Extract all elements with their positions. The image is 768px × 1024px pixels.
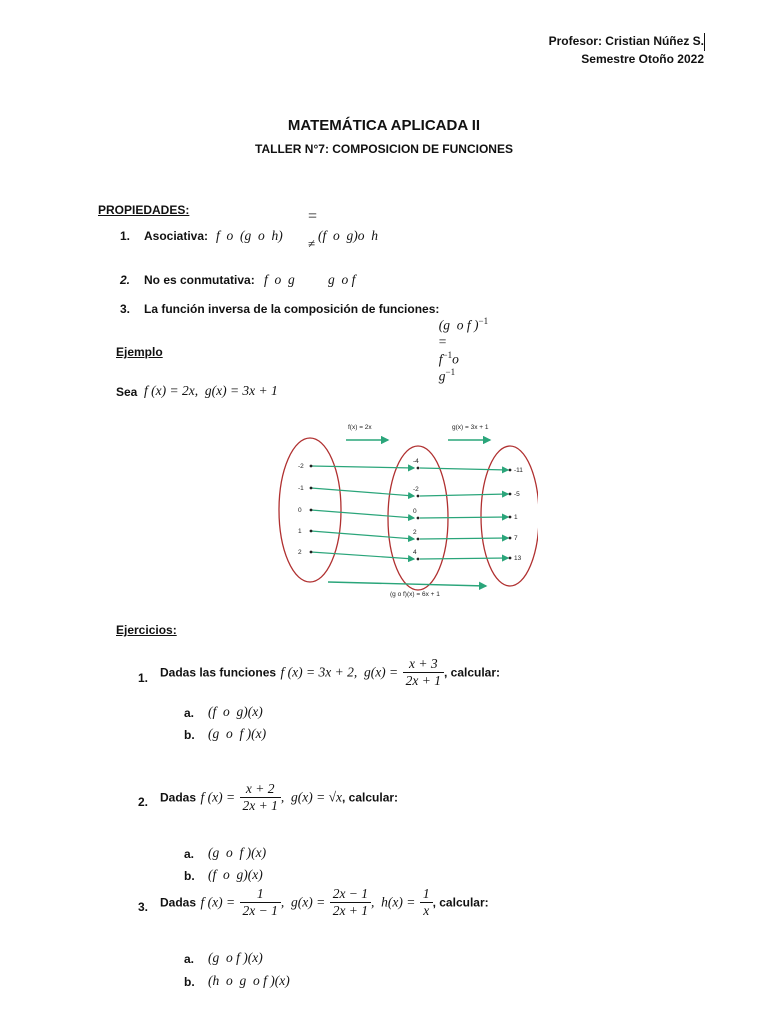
- range-value: 1: [514, 514, 518, 521]
- properties-heading: PROPIEDADES:: [98, 203, 190, 217]
- middle-value: 0: [413, 508, 417, 515]
- property-1-number: 1.: [120, 229, 131, 243]
- domain-value: 0: [298, 507, 302, 514]
- middle-dot: [417, 558, 420, 561]
- exercise-3b-label: b.: [184, 975, 195, 989]
- g-mapping-arrow: [420, 494, 508, 496]
- exercise-1a-math: (f o g)(x): [208, 704, 263, 719]
- property-3-number: 3.: [120, 302, 131, 316]
- property-2-number: 2.: [120, 273, 131, 287]
- composition-diagram: [278, 418, 538, 608]
- f-mapping-arrow: [311, 531, 414, 539]
- middle-value: -4: [413, 458, 419, 465]
- f-mapping-arrow: [311, 552, 414, 559]
- property-2-label: No es conmutativa:: [144, 273, 255, 287]
- g-mapping-arrow: [420, 468, 508, 470]
- g-mapping-arrow: [420, 517, 508, 518]
- range-value: 13: [514, 555, 522, 562]
- domain-value: 1: [298, 528, 302, 535]
- g-label: g(x) = 3x + 1: [452, 424, 489, 431]
- middle-value: 2: [413, 529, 417, 536]
- domain-dot: [310, 465, 313, 468]
- g-mapping-arrow: [420, 538, 508, 539]
- example-heading: Ejemplo: [116, 345, 163, 359]
- range-dot: [509, 516, 512, 519]
- range-dot: [509, 469, 512, 472]
- range-dot: [509, 557, 512, 560]
- range-dot: [509, 493, 512, 496]
- exercise-3a-math: (g o f )(x): [208, 950, 263, 965]
- middle-value: 4: [413, 549, 417, 556]
- domain-dot: [310, 530, 313, 533]
- document-subtitle: TALLER N°7: COMPOSICION DE FUNCIONES: [255, 142, 513, 156]
- exercise-2b-math: (f o g)(x): [208, 867, 263, 882]
- exercise-1b-math: (g o f )(x): [208, 726, 267, 741]
- middle-dot: [417, 517, 420, 520]
- exercise-3a-label: a.: [184, 952, 195, 966]
- property-3-math: (g o f )$^{-1}$ = $f^{-1}o$ $g^{-1}$: [438, 316, 489, 384]
- domain-dot: [310, 509, 313, 512]
- property-1-math-left: f o (g o h): [216, 228, 283, 243]
- middle-value: -2: [413, 486, 419, 493]
- range-dot: [509, 537, 512, 540]
- exercise-2a-label: a.: [184, 847, 195, 861]
- property-2-math-right: g o f: [328, 272, 356, 287]
- exercise-3-number: 3.: [138, 900, 149, 914]
- middle-dot: [417, 495, 420, 498]
- domain-dot: [310, 487, 313, 490]
- range-value: -5: [514, 491, 520, 498]
- f-mapping-arrow: [311, 510, 414, 518]
- property-1-equals: =: [308, 208, 318, 225]
- middle-dot: [417, 538, 420, 541]
- professor-name: Profesor: Cristian Núñez S.: [548, 34, 704, 48]
- exercise-1b-label: b.: [184, 728, 195, 742]
- exercise-2-statement: Dadas f (x) = $\frac{x + 2}{2x + 1}$ , g(x) = √x, calcular:: [160, 781, 399, 813]
- text-cursor: [704, 33, 705, 51]
- domain-value: -2: [298, 463, 304, 470]
- document-title: MATEMÁTICA APLICADA II: [287, 117, 481, 134]
- domain-value: 2: [298, 549, 302, 556]
- exercises-heading: Ejercicios:: [116, 623, 177, 637]
- f-label: f(x) = 2x: [348, 424, 372, 431]
- range-value: -11: [514, 467, 523, 474]
- property-1-not-equal: ≠: [308, 236, 316, 251]
- semester: Semestre Otoño 2022: [581, 52, 704, 66]
- domain-value: -1: [298, 485, 304, 492]
- exercise-3-statement: Dadas f (x) = $\frac{1}{2x - 1}$ , g(x) = $\frac{2x - 1}{2x + 1}$ , h(x) = $\frac{1}{x}$ , calcular:: [160, 886, 489, 918]
- property-3-label: La función inversa de la composición de funciones:: [144, 302, 440, 316]
- middle-dot: [417, 467, 420, 470]
- exercise-1-number: 1.: [138, 671, 149, 685]
- gof-label: (g o f)(x) = 6x + 1: [390, 591, 440, 598]
- exercise-2-number: 2.: [138, 795, 149, 809]
- exercise-1-statement: Dadas las funciones f (x) = 3x + 2, g(x) = $\frac{x + 3}{2x + 1}$ , calcular:: [160, 656, 501, 688]
- f-mapping-arrow: [311, 488, 414, 496]
- exercise-2a-math: (g o f )(x): [208, 845, 267, 860]
- example-functions: f (x) = 2x, g(x) = 3x + 1: [144, 383, 278, 398]
- f-mapping-arrow: [311, 466, 414, 468]
- range-value: 7: [514, 535, 518, 542]
- property-2-math-left: f o g: [264, 272, 295, 287]
- exercise-2b-label: b.: [184, 869, 195, 883]
- g-mapping-arrow: [420, 558, 508, 559]
- domain-dot: [310, 551, 313, 554]
- property-1-math-right: (f o g)o h: [318, 228, 378, 243]
- exercise-1a-label: a.: [184, 706, 195, 720]
- example-sea: Sea: [116, 385, 138, 399]
- exercise-3b-math: (h o g o f )(x): [208, 973, 290, 988]
- property-1-label: Asociativa:: [144, 229, 209, 243]
